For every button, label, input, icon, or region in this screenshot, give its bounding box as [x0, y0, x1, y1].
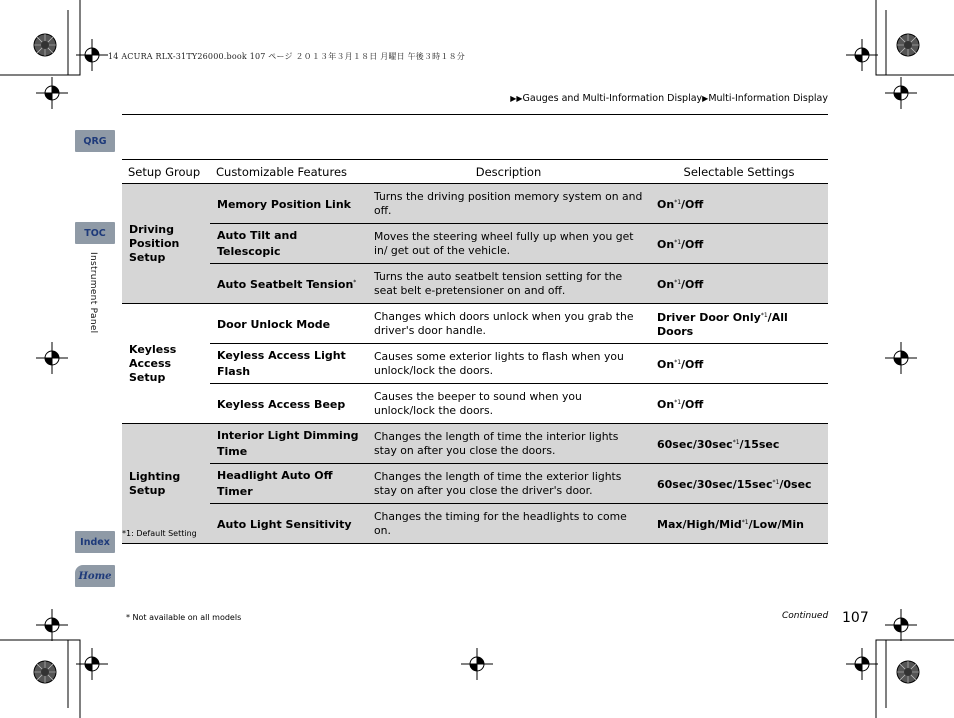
col-header-feature: Customizable Features	[210, 160, 367, 184]
table-header-row	[122, 160, 828, 184]
settings-cell: On$^{*1}$/Off	[650, 264, 828, 304]
index-button[interactable]: Index	[75, 531, 115, 553]
description-cell: Moves the steering wheel fully up when you get in/ get out of the vehicle.	[367, 224, 650, 264]
feature-cell: Keyless Access Beep	[210, 384, 367, 424]
settings-cell: On$^{*1}$/Off	[650, 384, 828, 424]
settings-table	[122, 159, 828, 544]
section-label: Instrument Panel	[88, 252, 98, 334]
header-rule	[122, 114, 828, 115]
settings-cell: $60\sec/30\sec^{*1}/15\sec$	[650, 424, 828, 464]
feature-cell: Auto Seatbelt Tension*	[210, 264, 367, 304]
table-row	[122, 384, 828, 424]
table-row	[122, 184, 828, 224]
arrow-icon: ▶	[702, 94, 709, 103]
description-cell: Turns the auto seatbelt tension setting for the seat belt e-pretensioner on and off.	[367, 264, 650, 304]
availability-note: * Not available on all models	[126, 613, 242, 622]
feature-cell: Memory Position Link	[210, 184, 367, 224]
description-cell: Changes the timing for the headlights to come on.	[367, 504, 650, 544]
settings-cell: On$^{*1}$/Off	[650, 344, 828, 384]
settings-cell: On$^{*1}$/Off	[650, 224, 828, 264]
table-row	[122, 304, 828, 344]
settings-cell: Driver Door Only$^{*1}$/All Doors	[650, 304, 828, 344]
description-cell: Turns the driving position memory system on and off.	[367, 184, 650, 224]
description-cell: Changes the length of time the interior lights stay on after you close the doors.	[367, 424, 650, 464]
description-cell: Causes the beeper to sound when you unlock/lock the doors.	[367, 384, 650, 424]
feature-cell: Headlight Auto Off Timer	[210, 464, 367, 504]
home-button[interactable]: Home	[75, 565, 115, 587]
col-header-description: Description	[367, 160, 650, 184]
table-row	[122, 424, 828, 464]
settings-cell: $60\sec/30\sec/15\sec^{*1}/0\sec$	[650, 464, 828, 504]
toc-button[interactable]: TOC	[75, 222, 115, 244]
double-arrow-icon: ▶▶	[510, 94, 523, 103]
breadcrumb-item-mid[interactable]: Multi-Information Display	[708, 93, 828, 104]
feature-cell: Auto Light Sensitivity	[210, 504, 367, 544]
col-header-settings: Selectable Settings	[650, 160, 828, 184]
group-cell: Lighting Setup	[122, 424, 210, 544]
default-setting-footnote: *1: Default Setting	[122, 529, 197, 538]
description-cell: Changes which doors unlock when you grab the driver's door handle.	[367, 304, 650, 344]
group-cell: Driving Position Setup	[122, 184, 210, 304]
continued-label: Continued	[782, 611, 829, 621]
settings-cell: On$^{*1}$/Off	[650, 184, 828, 224]
feature-cell: Interior Light Dimming Time	[210, 424, 367, 464]
description-cell: Causes some exterior lights to flash when you unlock/lock the doors.	[367, 344, 650, 384]
table-row	[122, 224, 828, 264]
feature-cell: Door Unlock Mode	[210, 304, 367, 344]
qrg-button[interactable]: QRG	[75, 130, 115, 152]
group-cell: Keyless Access Setup	[122, 304, 210, 424]
page-number: 107	[842, 610, 869, 626]
print-info-header: 14 ACURA RLX-31TY26000.book 107 ページ ２０１３年３月１８日 月曜日 午後３時１８分	[108, 52, 465, 61]
col-header-group: Setup Group	[122, 160, 210, 184]
settings-cell: Max/High/Mid$^{*1}$/Low/Min	[650, 504, 828, 544]
table-row	[122, 344, 828, 384]
table-row	[122, 504, 828, 544]
table-row	[122, 464, 828, 504]
breadcrumb-item-gauges[interactable]: Gauges and Multi-Information Display	[522, 93, 703, 104]
feature-cell: Auto Tilt and Telescopic	[210, 224, 367, 264]
description-cell: Changes the length of time the exterior lights stay on after you close the driver's door.	[367, 464, 650, 504]
breadcrumb	[510, 93, 828, 104]
feature-cell: Keyless Access Light Flash	[210, 344, 367, 384]
table-row	[122, 264, 828, 304]
